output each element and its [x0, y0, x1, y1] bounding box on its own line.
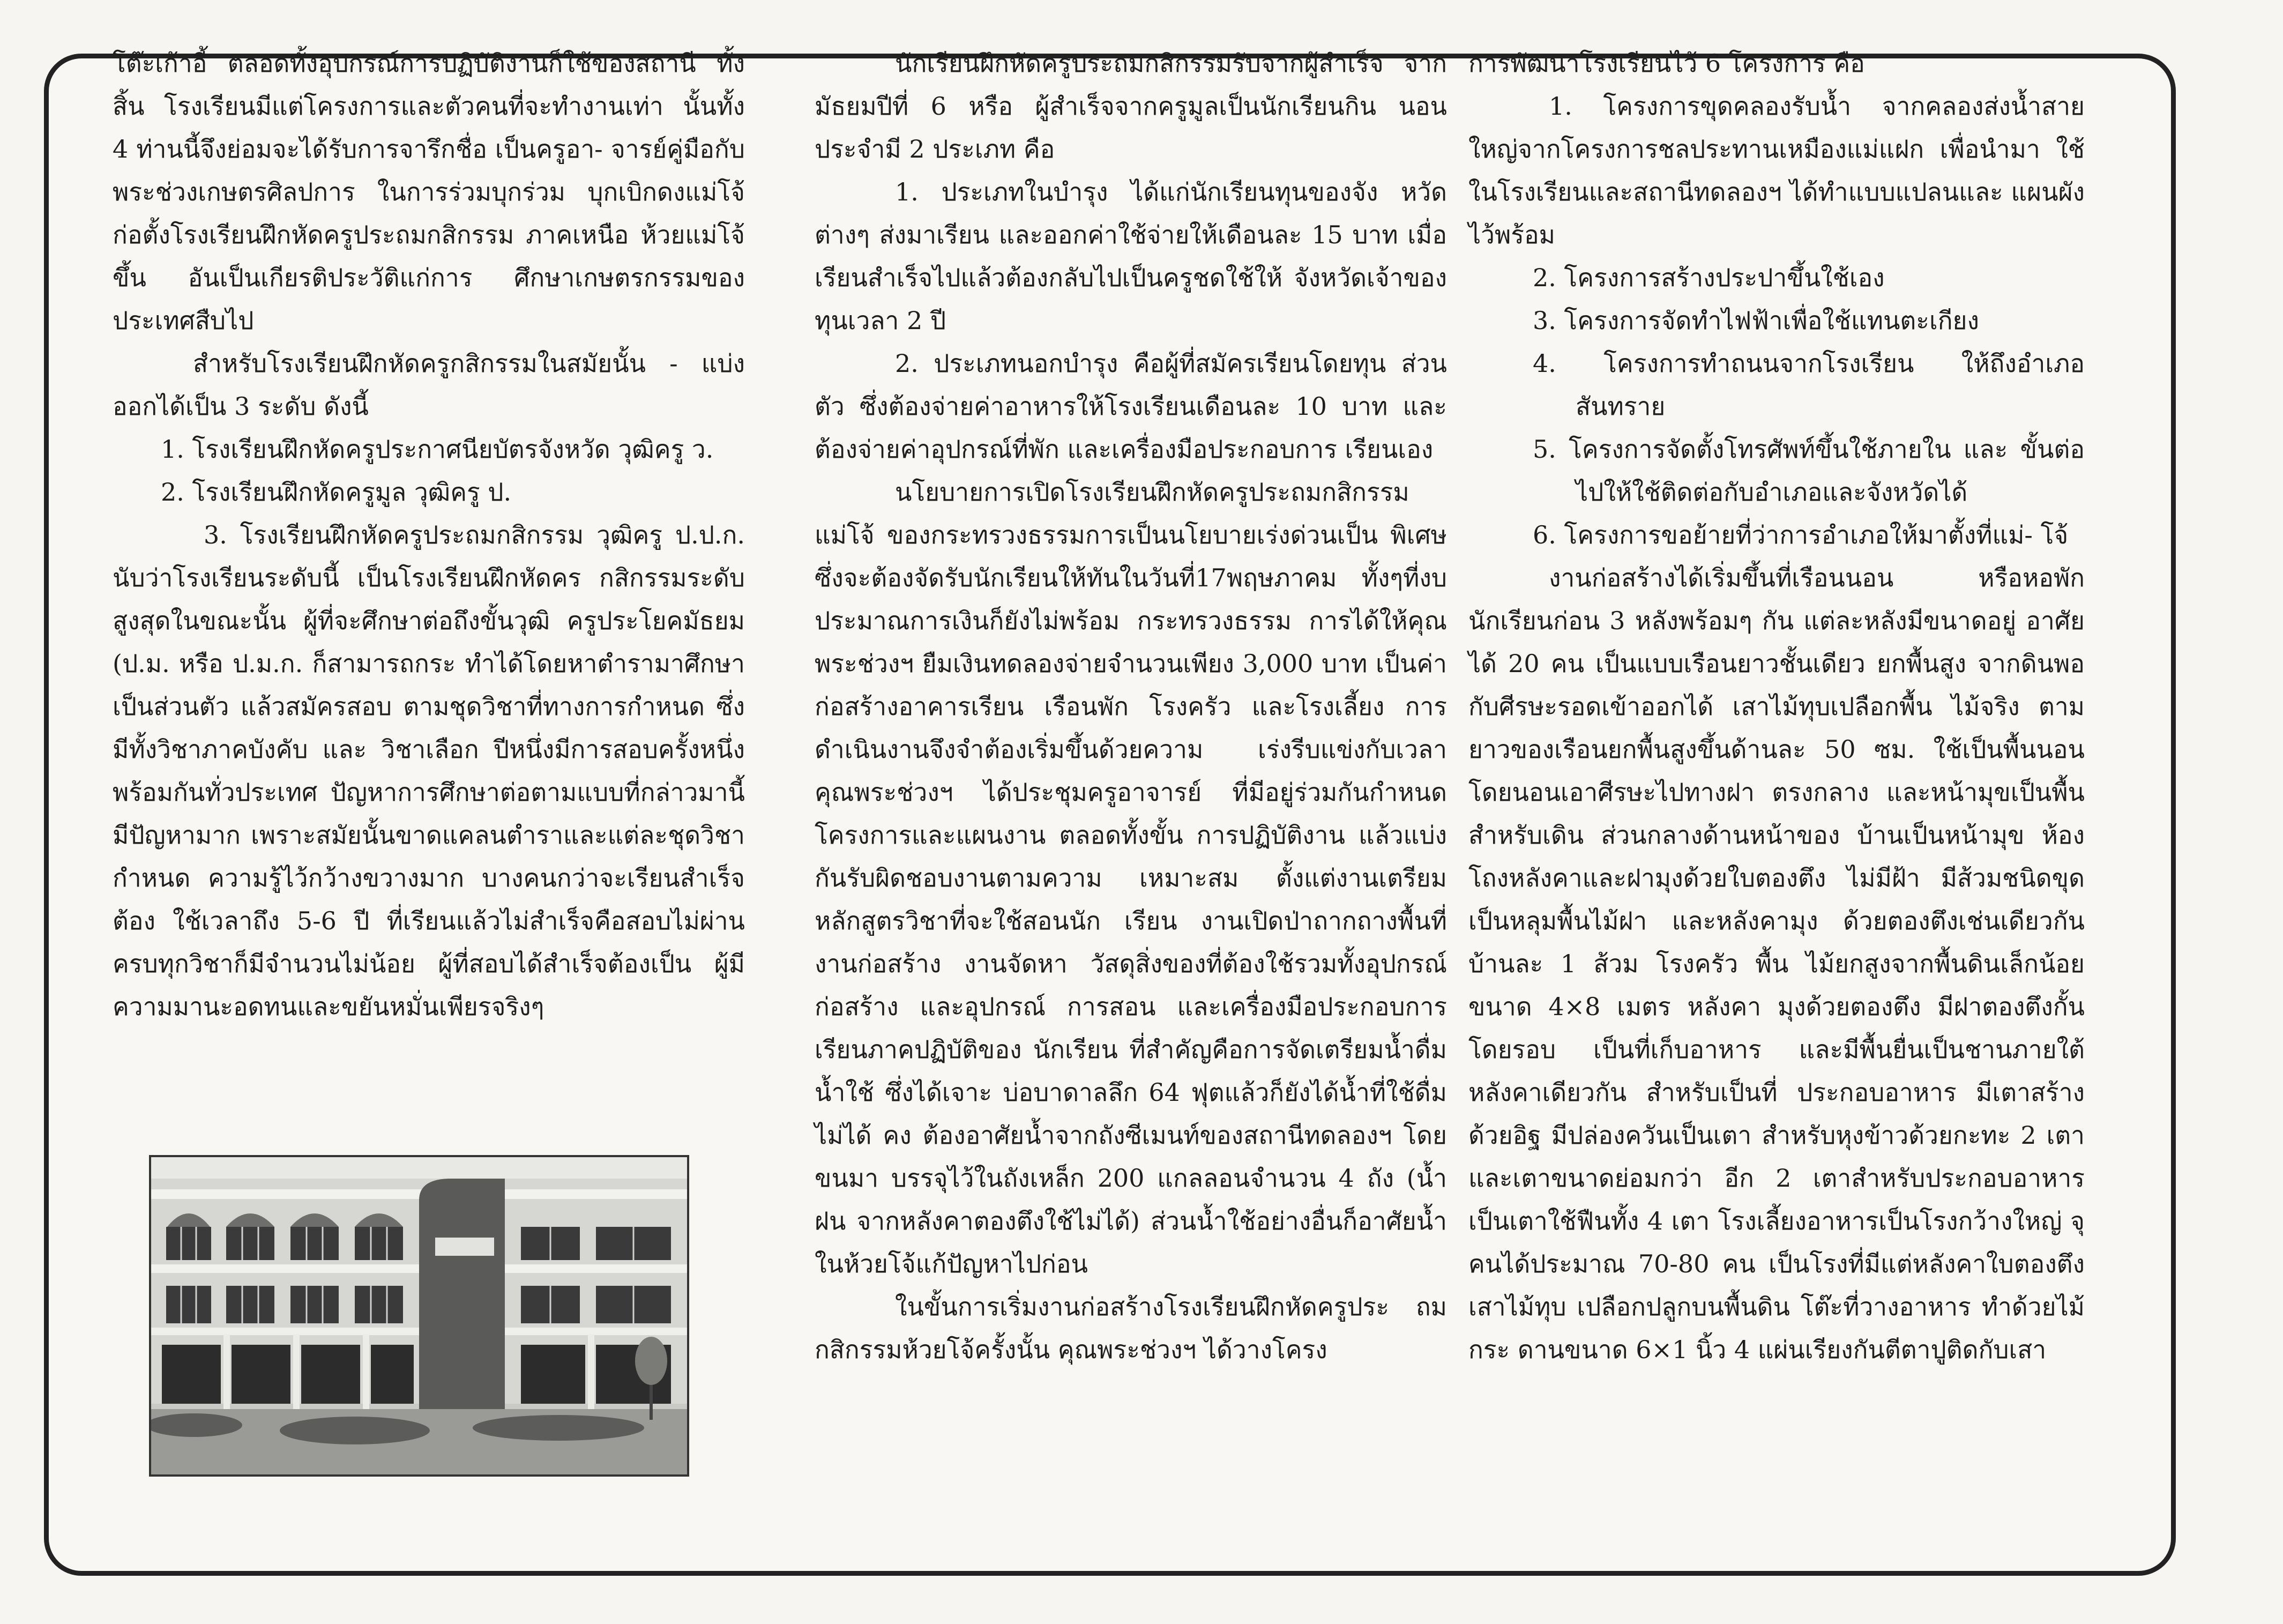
list-item: 2. โรงเรียนฝึกหัดครูมูล วุฒิครู ป. — [161, 478, 512, 506]
list-item: 3. โครงการจัดทำไฟฟ้าเพื่อใช้แทนตะเกียง — [1533, 306, 1979, 335]
list-item: 1. โครงการขุดคลองรับน้ำ จากคลองส่งน้ำสาย ใหญ่จากโครงการชลประทานเหมืองแม่แฝก เพื่อนำมา ใช้ในโรงเรียนและสถานีทดลองฯ ได้ทำแบบแปลนและ แผนผังไว้พร้อม — [1468, 92, 2085, 249]
paragraph: โต๊ะเก้าอี้ ตลอดทั้งอุปกรณ์การปฏิบัติงานก็ใช้ของสถานี ทั้งสิ้น โรงเรียนมีแต่โครงการและตัวคนที่จะทำงานเท่า นั้นทั้ง 4 ท่านนี้จึงย่อมจะได้รับการจารึกชื่อ เป็นครูอา- จารย์คู่มือกับพระช่วงเกษตรศิลปการ ในการร่วมบุกร่วม บุกเบิกดงแม่โจ้ ก่อตั้งโรงเรียนฝึกหัดครูประถมกสิกรรม ภาคเหนือ ห้วยแม่โจ้ขึ้น อันเป็นเกียรติประวัติแก่การ ศึกษาเกษตรกรรมของประเทศสืบไป — [113, 49, 745, 335]
list-item: 6. โครงการขอย้ายที่ว่าการอำเภอให้มาตั้งที่แม่- โจ้ — [1533, 520, 2069, 549]
text-column-1 — [113, 42, 745, 1028]
paragraph: สำหรับโรงเรียนฝึกหัดครูกสิกรรมในสมัยนั้น - แบ่งออกได้เป็น 3 ระดับ ดังนี้ — [113, 349, 745, 421]
list-item: 1. ประเภทในบำรุง ได้แก่นักเรียนทุนของจัง หวัดต่างๆ ส่งมาเรียน และออกค่าใช้จ่ายให้เดือนละ 15 บาท เมื่อเรียนสำเร็จไปแล้วต้องกลับไปเป็นครูชดใช้ให้ จังหวัดเจ้าของทุนเวลา 2 ปี — [815, 177, 1447, 335]
paragraph: นโยบายการเปิดโรงเรียนฝึกหัดครูประถมกสิกรรม แม่โจ้ ของกระทรวงธรรมการเป็นนโยบายเร่งด่วนเป็น พิเศษซึ่งจะต้องจัดรับนักเรียนให้ทันในวันที่17พฤษภาคม ทั้งๆที่งบประมาณการเงินก็ยังไม่พร้อม กระทรวงธรรม การได้ให้คุณพระช่วงฯ ยืมเงินทดลองจ่ายจำนวนเพียง 3,000 บาท เป็นค่าก่อสร้างอาคารเรียน เรือนพัก โรงครัว และโรงเลี้ยง การดำเนินงานจึงจำต้องเริ่มขึ้นด้วยความ เร่งรีบแข่งกับเวลา คุณพระช่วงฯ ได้ประชุมครูอาจารย์ ที่มีอยู่ร่วมกันกำหนดโครงการและแผนงาน ตลอดทั้งขั้น การปฏิบัติงาน แล้วแบ่งกันรับผิดชอบงานตามความ เหมาะสม ตั้งแต่งานเตรียมหลักสูตรวิชาที่จะใช้สอนนัก เรียน งานเปิดป่าถากถางพื้นที่ งานก่อสร้าง งานจัดหา วัสดุสิ่งของที่ต้องใช้รวมทั้งอุปกรณ์ก่อสร้าง และอุปกรณ์ การสอน และเครื่องมือประกอบการเรียนภาคปฏิบัติของ นักเรียน ที่สำคัญคือการจัดเตรียมน้ำดื่มน้ำใช้ ซึ่งได้เจาะ บ่อบาดาลลึก 64 ฟุตแล้วก็ยังได้น้ำที่ใช้ดื่มไม่ได้ คง ต้องอาศัยน้ำจากถังซีเมนท์ของสถานีทดลองฯ โดยขนมา บรรจุไว้ในถังเหล็ก 200 แกลลอนจำนวน 4 ถัง (น้ำฝน จากหลังคาตองตึงใช้ไม่ได้) ส่วนน้ำใช้อย่างอื่นก็อาศัยน้ำ ในห้วยโจ้แก้ปัญหาไปก่อน — [815, 478, 1447, 1278]
list-item: 2. โครงการสร้างประปาขึ้นใช้เอง — [1533, 263, 1885, 292]
text-column-3 — [1468, 42, 2085, 1371]
paragraph: นักเรียนฝึกหัดครูประถมกสิกรรมรับจากผู้สำเร็จ จากมัธยมปีที่ 6 หรือ ผู้สำเร็จจากครูมูลเป็นนักเรียนกิน นอนประจำมี 2 ประเภท คือ — [815, 49, 1447, 163]
paragraph: งานก่อสร้างได้เริ่มขึ้นที่เรือนนอน หรือหอพัก นักเรียนก่อน 3 หลังพร้อมๆ กัน แต่ละหลังมีขนาดอยู่ อาศัยได้ 20 คน เป็นแบบเรือนยาวชั้นเดียว ยกพื้นสูง จากดินพอกับศีรษะรอดเข้าออกได้ เสาไม้ทุบเปลือกพื้น ไม้จริง ตามยาวของเรือนยกพื้นสูงขึ้นด้านละ 50 ซม. ใช้เป็นพื้นนอน โดยนอนเอาศีรษะไปทางฝา ตรงกลาง และหน้ามุขเป็นพื้นสำหรับเดิน ส่วนกลางด้านหน้าของ บ้านเป็นหน้ามุข ห้องโถงหลังคาและฝามุงด้วยใบตองตึง ไม่มีฝ้า มีส้วมชนิดขุดเป็นหลุมพื้นไม้ฝา และหลังคามุง ด้วยตองตึงเช่นเดียวกัน บ้านละ 1 ส้วม โรงครัว พื้น ไม้ยกสูงจากพื้นดินเล็กน้อย ขนาด 4×8 เมตร หลังคา มุงด้วยตองตึง มีฝาตองตึงกั้นโดยรอบ เป็นที่เก็บอาหาร และมีพื้นยื่นเป็นชานภายใต้หลังคาเดียวกัน สำหรับเป็นที่ ประกอบอาหาร มีเตาสร้างด้วยอิฐ มีปล่องควันเป็นเตา สำหรับหุงข้าวด้วยกะทะ 2 เตา และเตาขนาดย่อมกว่า อีก 2 เตาสำหรับประกอบอาหาร เป็นเตาใช้ฟืนทั้ง 4 เตา โรงเลี้ยงอาหารเป็นโรงกว้างใหญ่ จุคนได้ประมาณ 70-80 คน เป็นโรงที่มีแต่หลังคาใบตองตึงเสาไม้ทุบ เปลือกปลูกบนพื้นดิน โต๊ะที่วางอาหาร ทำด้วยไม้กระ ดานขนาด 6×1 นิ้ว 4 แผ่นเรียงกันตีตาปูติดกับเสา — [1468, 563, 2085, 1364]
list-item: 2. ประเภทนอกบำรุง คือผู้ที่สมัครเรียนโดยทุน ส่วนตัว ซึ่งต้องจ่ายค่าอาหารให้โรงเรียนเดือนละ 10 บาท และต้องจ่ายค่าอุปกรณ์ที่พัก และเครื่องมือประกอบการ เรียนเอง — [815, 349, 1447, 464]
list-item: 5. โครงการจัดตั้งโทรศัพท์ขึ้นใช้ภายใน และ ขั้นต่อไปให้ใช้ติดต่อกับอำเภอและจังหวัดได้ — [1533, 435, 2085, 506]
building-illustration — [151, 1157, 687, 1474]
school-building-photo — [149, 1155, 689, 1477]
list-item: 1. โรงเรียนฝึกหัดครูประกาศนียบัตรจังหวัด วุฒิครู ว. — [161, 435, 714, 464]
list-item: 3. โรงเรียนฝึกหัดครูประถมกสิกรรม วุฒิครู ป.ป.ก. นับว่าโรงเรียนระดับนี้ เป็นโรงเรียนฝึกหัดคร กสิกรรมระดับสูงสุดในขณะนั้น ผู้ที่จะศึกษาต่อถึงขั้นวุฒิ ครูประโยคมัธยม (ป.ม. หรือ ป.ม.ก. ก็สามารถกระ ทำได้โดยหาตำรามาศึกษาเป็นส่วนตัว แล้วสมัครสอบ ตามชุดวิชาที่ทางการกำหนด ซึ่งมีทั้งวิชาภาคบังคับ และ วิชาเลือก ปีหนึ่งมีการสอบครั้งหนึ่งพร้อมกันทั่วประเทศ ปัญหาการศึกษาต่อตามแบบที่กล่าวมานี้ มีปัญหามาก เพราะสมัยนั้นขาดแคลนตำราและแต่ละชุดวิชา กำหนด ความรู้ไว้กว้างขวางมาก บางคนกว่าจะเรียนสำเร็จต้อง ใช้เวลาถึง 5-6 ปี ที่เรียนแล้วไม่สำเร็จคือสอบไม่ผ่าน ครบทุกวิชาก็มีจำนวนไม่น้อย ผู้ที่สอบได้สำเร็จต้องเป็น ผู้มีความมานะอดทนและขยันหมั่นเพียรจริงๆ — [113, 520, 745, 1021]
paragraph: การพัฒนาโรงเรียนไว้ 6 โครงการ คือ — [1468, 49, 1865, 78]
paragraph: ในขั้นการเริ่มงานก่อสร้างโรงเรียนฝึกหัดครูประ ถมกสิกรรมห้วยโจ้ครั้งนั้น คุณพระช่วงฯ ได้วางโครง — [815, 1292, 1447, 1364]
list-item: 4. โครงการทำถนนจากโรงเรียน ให้ถึงอำเภอ สันทราย — [1533, 349, 2085, 421]
text-column-2 — [815, 42, 1447, 1371]
